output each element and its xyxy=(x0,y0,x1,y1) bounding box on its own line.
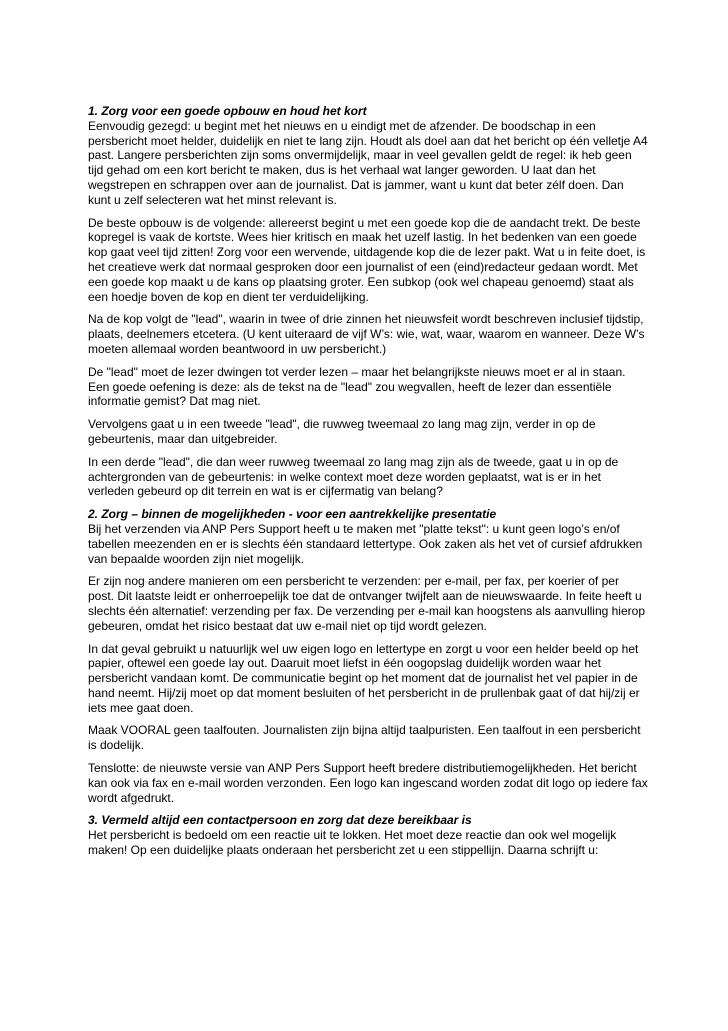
section-3 xyxy=(88,813,648,857)
paragraph: Eenvoudig gezegd: u begint met het nieuws en u eindigt met de afzender. De boodschap in een persbericht moet helder, duidelijk en niet te lang zijn. Houdt als doel aan dat het bericht op één velletje A4 past. Langere persberichten zijn soms onvermijdelijk, maar in veel gevallen geldt de regel: ik heb geen tijd gehad om een kort bericht te maken, dus is het verhaal wat langer geworden. U laat dan het wegstrepen en schrappen over aan de journalist. Dat is jammer, want u kunt dat beter zélf doen. Dan kunt u zelf selecteren wat het minst relevant is. xyxy=(88,118,648,207)
section-heading: 3. Vermeld altijd een contactpersoon en zorg dat deze bereikbaar is xyxy=(88,813,472,828)
paragraph: De "lead" moet de lezer dwingen tot verder lezen – maar het belangrijkste nieuws moet er al in staan. Een goede oefening is deze: als de tekst na de "lead" zou wegvallen, heeft de lezer dan essentiële informatie gemist? Dat mag niet. xyxy=(88,364,626,409)
paragraph: In een derde "lead", die dan weer ruwweg tweemaal zo lang mag zijn als de tweede, gaat u in op de achtergronden van de gebeurtenis: in welke context moet deze worden geplaatst, wat is er in het verleden gebeurd op dit terrein en wat is er cijfermatig van belang? xyxy=(88,454,619,499)
paragraph: Maak VOORAL geen taalfouten. Journalisten zijn bijna altijd taalpuristen. Een taalfout in een persbericht is dodelijk. xyxy=(88,723,641,753)
paragraph: Er zijn nog andere manieren om een persbericht te verzenden: per e-mail, per fax, per koerier of per post. Dit laatste leidt er onherroepelijk toe dat de ontvanger twijfelt aan de nieuwswaarde. In feite heeft u slechts één alternatief: verzending per fax. De verzending per e-mail kan hoogstens als aanvulling hierop gebeuren, omdat het risico bestaat dat uw e-mail niet op tijd wordt gelezen. xyxy=(88,574,645,633)
paragraph: Vervolgens gaat u in een tweede "lead", die ruwweg tweemaal zo lang mag zijn, verder in op de gebeurtenis, maar dan uitgebreider. xyxy=(88,417,596,446)
paragraph: Na de kop volgt de "lead", waarin in twee of drie zinnen het nieuwsfeit wordt beschreven inclusief tijdstip, plaats, deelnemers etcetera. (U kent uiteraard de vijf W’s: wie, wat, waar, waarom en wanneer. Deze W’s moeten allemaal worden beantwoord in uw persbericht.) xyxy=(88,312,645,356)
section-heading: 1. Zorg voor een goede opbouw en houd het kort xyxy=(88,104,367,118)
paragraph: In dat geval gebruikt u natuurlijk wel uw eigen logo en lettertype en zorgt u voor een helder beeld op het papier, oftewel een goede lay out. Daaruit moet liefst in één oogopslag duidelijk worden waar het persbericht vandaan komt. De communicatie begint op het moment dat de journalist het vel papier in de hand neemt. Hij/zij moet op dat moment besluiten of het persbericht in de prullenbak gaat of dat hij/zij er iets mee gaat doen. xyxy=(88,641,640,715)
paragraph: Tenslotte: de nieuwste versie van ANP Pers Support heeft bredere distributiemogelijkheden. Het bericht kan ook via fax en e-mail worden verzonden. Een logo kan ingescand worden zodat dit logo op iedere fax wordt afgedrukt. xyxy=(88,761,648,805)
section-1 xyxy=(88,104,648,499)
paragraph: Het persbericht is bedoeld om een reactie uit te lokken. Het moet deze reactie dan ook wel mogelijk maken! Op een duidelijke plaats onderaan het persbericht zet u een stippellijn. Daarna schrijft u: xyxy=(88,828,617,858)
paragraph: Bij het verzenden via ANP Pers Support heeft u te maken met "platte tekst": u kunt geen logo’s en/of tabellen meezenden en er is slechts één standaard lettertype. Ook zaken als het vet of cursief afdrukken van bepaalde woorden zijn niet mogelijk. xyxy=(88,521,643,566)
document-page xyxy=(88,104,648,866)
section-2 xyxy=(88,507,648,805)
section-heading: 2. Zorg – binnen de mogelijkheden - voor een aantrekkelijke presentatie xyxy=(88,507,497,522)
paragraph: De beste opbouw is de volgende: allereerst begint u met een goede kop die de aandacht trekt. De beste kopregel is vaak de kortste. Wees hier kritisch en maak het uzelf lastig. In het bedenken van een goede kop gaat veel tijd zitten! Zorg voor een wervende, uitdagende kop die de lezer pakt. Wat u in feite doet, is het creatieve werk dat normaal gesproken door een journalist of een (eind)redacteur gedaan wordt. Met een goede kop maakt u de kans op plaatsing groter. Een subkop (ook wel chapeau genoemd) staat als een hoedje boven de kop en dient ter verduidelijking. xyxy=(88,215,646,304)
